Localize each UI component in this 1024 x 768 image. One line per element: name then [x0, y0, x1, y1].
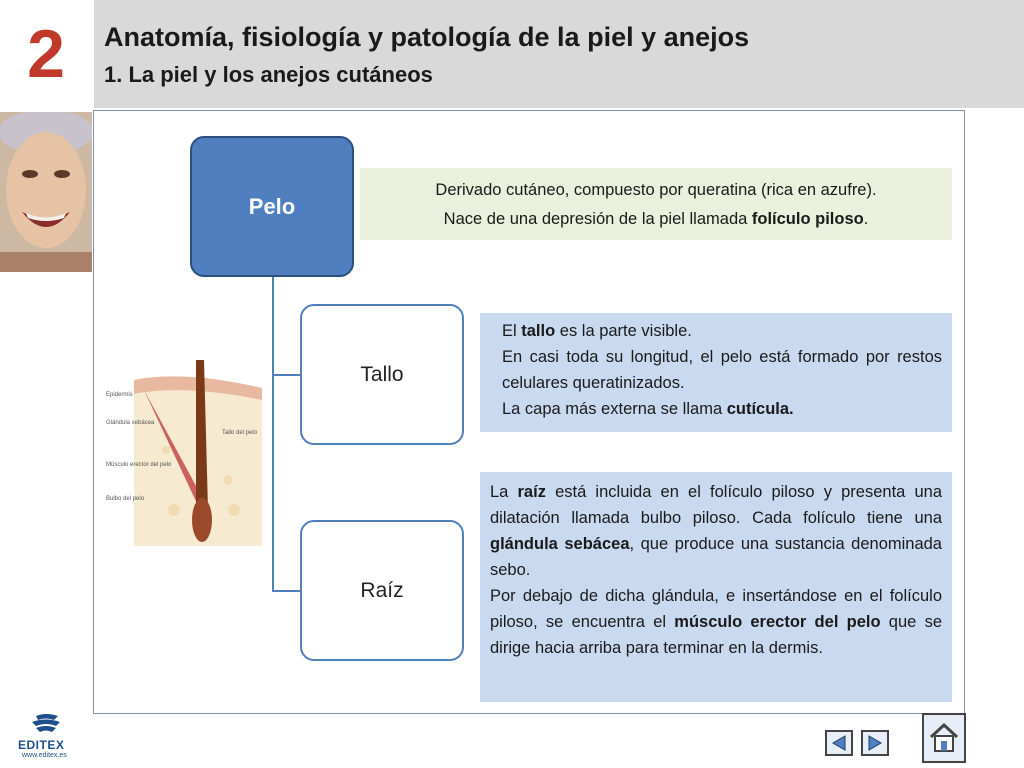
tallo-node	[300, 304, 464, 445]
label-glandula: Glándula sebácea	[106, 420, 155, 426]
pelo-label: Pelo	[248, 193, 296, 219]
raiz-term: raíz	[517, 483, 546, 501]
page-subtitle: 1. La piel y los anejos cutáneos	[104, 62, 433, 87]
raiz-node	[300, 520, 464, 661]
editex-brand: EDITEX	[18, 738, 65, 752]
pelo-node	[190, 136, 354, 277]
label-bulbo: Bulbo del pelo	[106, 496, 145, 502]
tree-connector-tallo	[272, 374, 300, 376]
chapter-photo	[0, 112, 92, 272]
tallo-label: Tallo	[360, 362, 404, 386]
smiling-woman-image	[0, 112, 92, 272]
pelo-desc-line2: Nace de una depresión de la piel llamada folículo piloso.	[443, 210, 869, 228]
label-epidermis: Epidermis	[106, 392, 133, 398]
tallo-description	[480, 313, 952, 432]
tallo-desc-line3: La capa más externa se llama cutícula.	[502, 400, 794, 418]
tallo-desc-line1: El tallo es la parte visible.	[502, 322, 692, 340]
prev-slide-button[interactable]	[825, 730, 853, 756]
house-icon	[927, 721, 961, 755]
musculo-term: músculo erector del pelo	[674, 613, 881, 631]
home-button[interactable]	[922, 713, 966, 763]
glandula-term: glándula sebácea	[490, 535, 630, 553]
raiz-label: Raíz	[360, 578, 404, 602]
editex-logo-icon	[14, 712, 76, 738]
triangle-right-icon	[865, 734, 885, 752]
tallo-term: tallo	[521, 322, 556, 340]
next-slide-button[interactable]	[861, 730, 889, 756]
hair-follicle-illustration	[104, 360, 264, 546]
pelo-desc-line1: Derivado cutáneo, compuesto por queratina (rica en azufre).	[435, 181, 877, 199]
cuticula-term: cutícula.	[726, 400, 794, 418]
header-bar	[94, 0, 1024, 108]
triangle-left-icon	[829, 734, 849, 752]
chapter-number: 2	[27, 16, 65, 92]
tallo-desc-line2: En casi toda su longitud, el pelo está formado por restos celulares queratinizados.	[502, 348, 942, 392]
raiz-desc-para2: Por debajo de dicha glándula, e insertándose en el folículo piloso, se encuentra el músculo erector del pelo que se dirige hacia arriba para terminar en la dermis.	[490, 587, 942, 657]
raiz-desc-para1: La raíz está incluida en el folículo piloso y presenta una dilatación llamada bulbo piloso. Cada folículo tiene una glándula sebácea, que produce una sustancia denominada sebo.	[490, 483, 943, 579]
page-title: Anatomía, fisiología y patología de la piel y anejos	[104, 22, 750, 52]
tree-connector-raiz	[272, 590, 300, 592]
label-tallo: Tallo del pelo	[222, 430, 258, 436]
editex-url: www.editex.es	[22, 752, 67, 759]
foliculo-term: folículo piloso	[751, 210, 864, 228]
label-musculo: Músculo erector del pelo	[106, 462, 172, 468]
tree-connector-vertical	[272, 277, 274, 591]
raiz-description	[480, 472, 952, 702]
pelo-description	[360, 168, 952, 240]
